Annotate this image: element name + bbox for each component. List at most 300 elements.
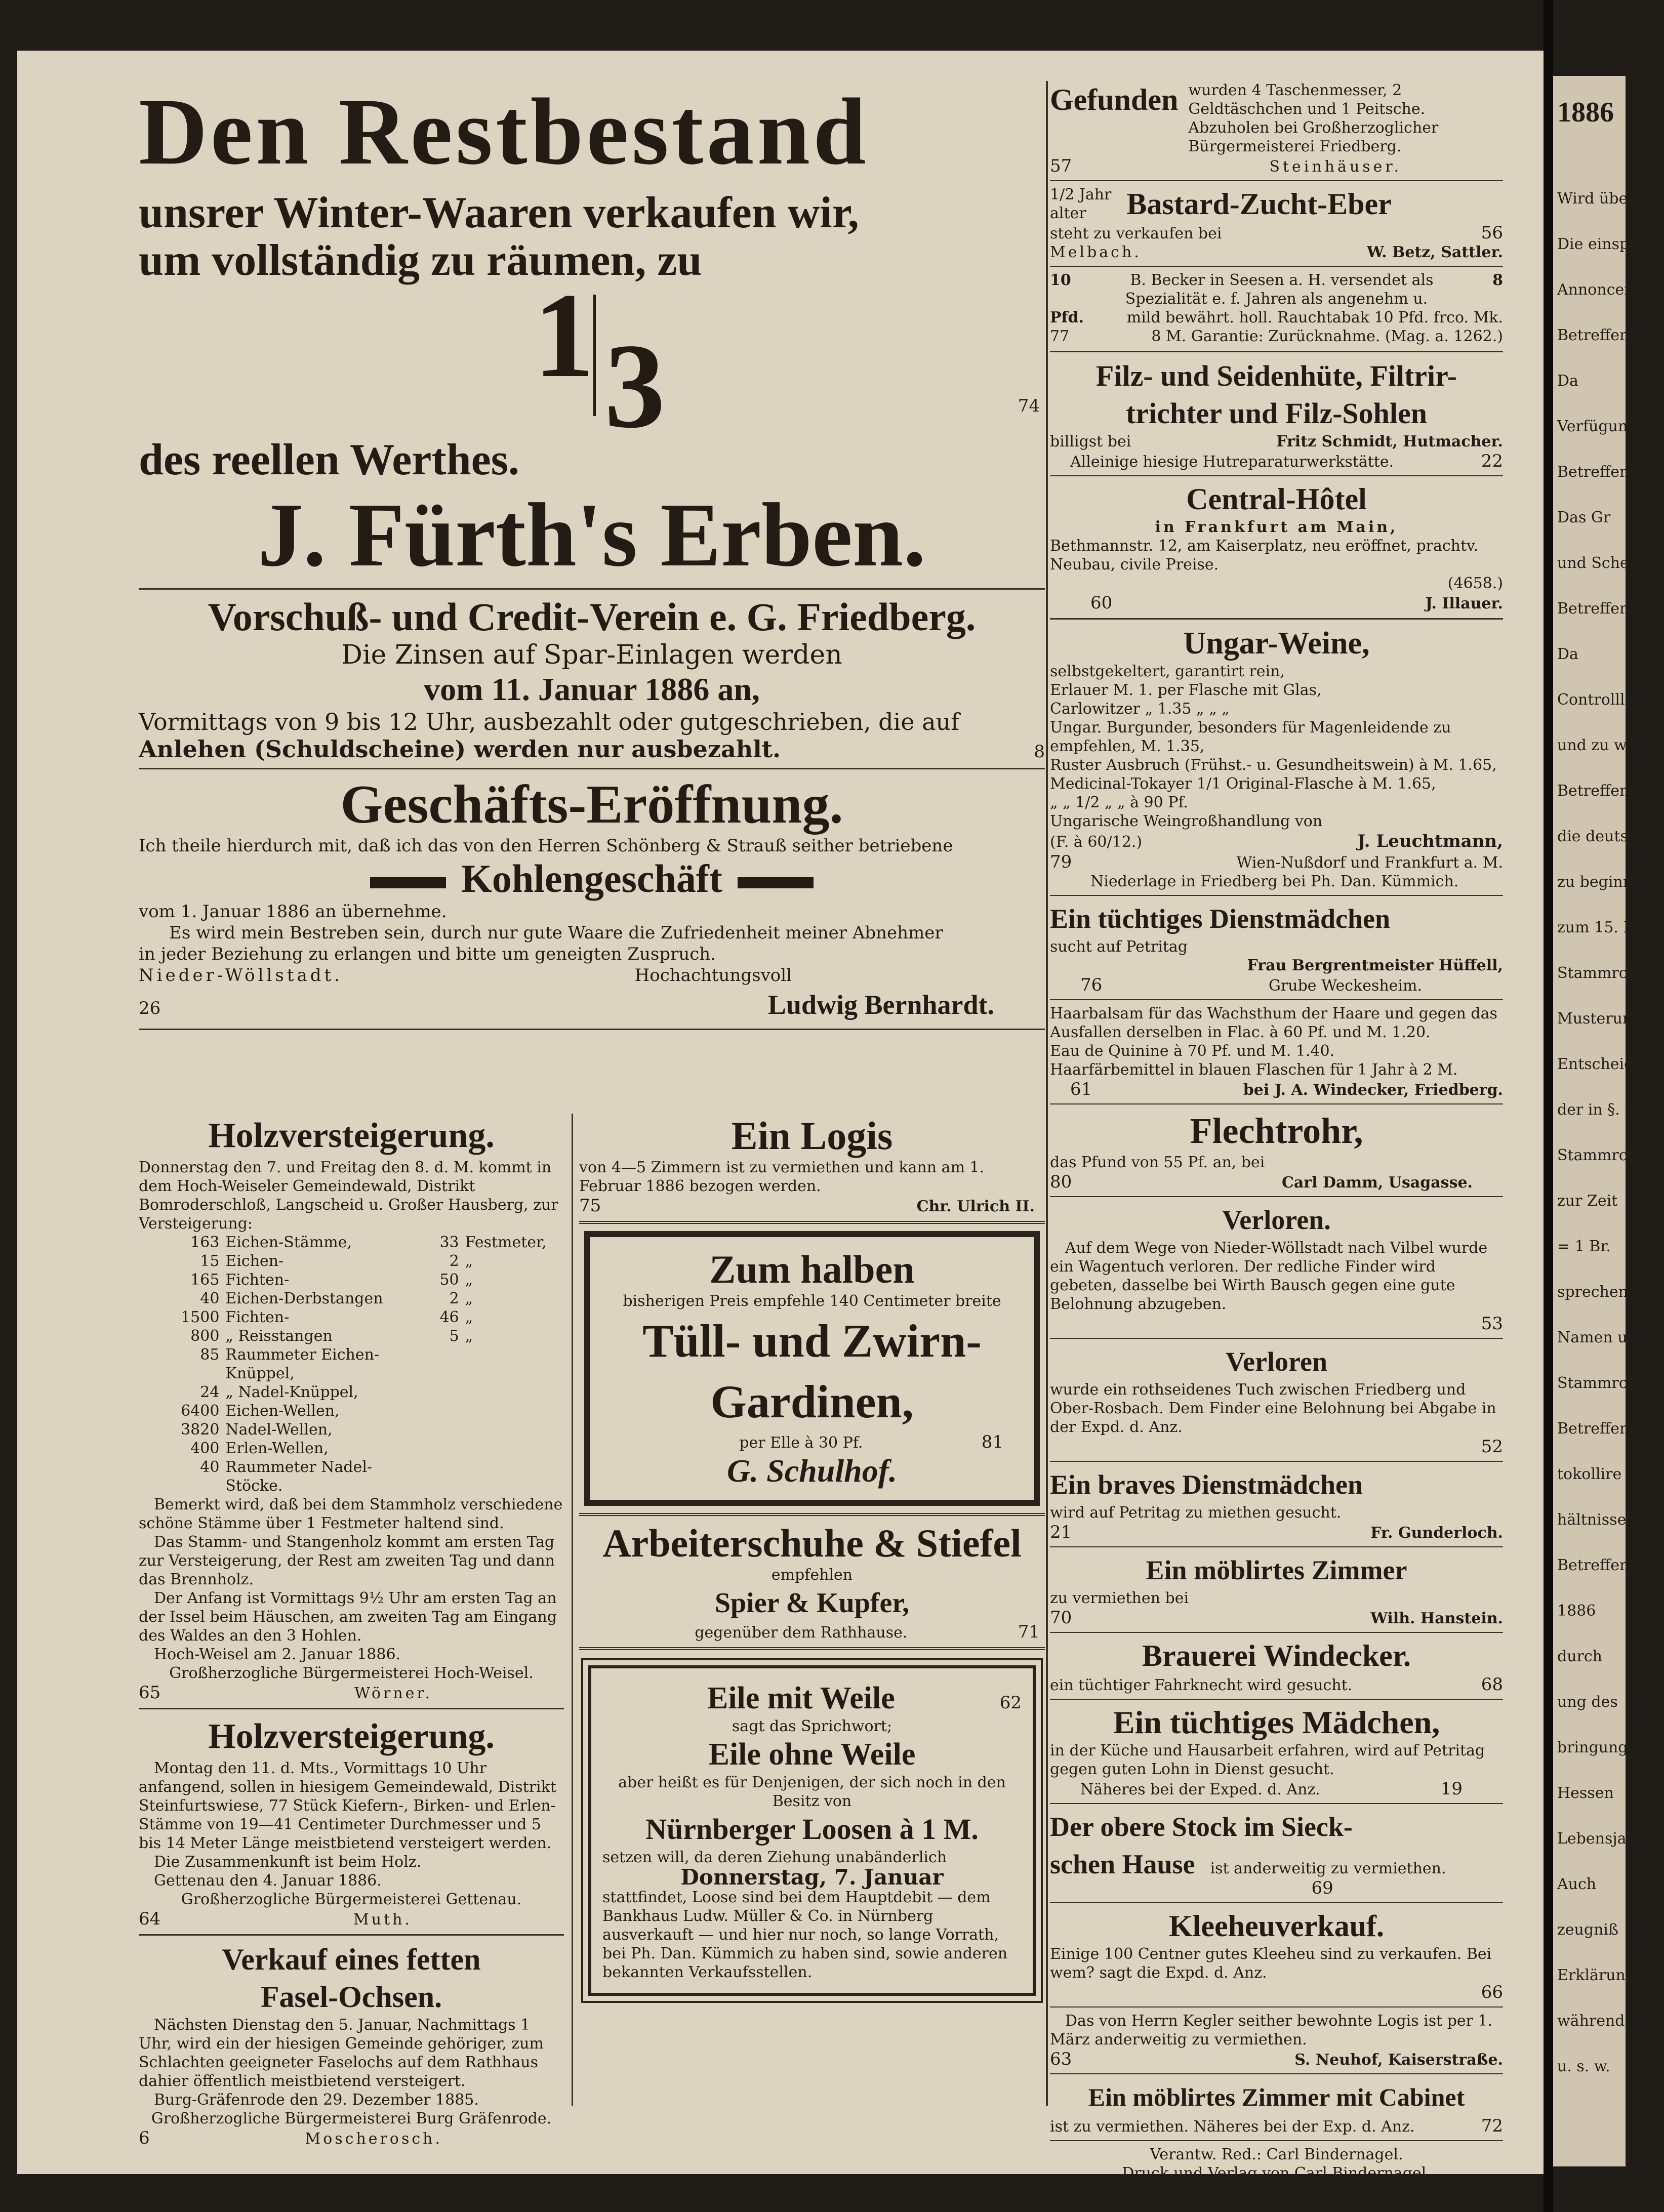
ad-schmidt xyxy=(1050,357,1503,471)
wine-line: Carlowitzer „ 1.35 „ „ „ xyxy=(1050,700,1230,718)
ad-title: Filz- und Seidenhüte, Filtrir- xyxy=(1095,359,1457,392)
ad-title: Central-Hôtel xyxy=(1186,482,1367,516)
ad-signer: Wilh. Hanstein. xyxy=(1370,1610,1503,1627)
wine-line: Medicinal-Tokayer 1/1 Original-Flasche à M. 1.65, xyxy=(1050,775,1436,793)
ad-number: 61 xyxy=(1070,1079,1092,1099)
ad-text: Auf dem Wege von Nieder-Wöllstadt nach Vilbel wurde ein Wagentuch verloren. Der redliche Finder wird gebeten, dasselbe bei Wirth Bausch gegen eine gute Belohnung abzugeben. xyxy=(1050,1239,1488,1313)
newspaper-page xyxy=(17,51,1544,2182)
ad-number: 70 xyxy=(1050,1608,1072,1628)
strip-line: Betreffend xyxy=(1557,326,1639,344)
ad-signer: S. Neuhof, Kaiserstraße. xyxy=(1294,2051,1503,2069)
ad-number: 69 xyxy=(1311,1878,1333,1898)
divider xyxy=(1050,2006,1503,2008)
ad-cabinet xyxy=(1050,2078,1503,2136)
ad-signer: Steinhäuser. xyxy=(1269,158,1402,176)
ad-line: stattfindet, Loose sind bei dem Hauptdebit — dem Bankhaus Ludw. Müller & Co. in Nürnberg ausverkauft — und hier nur noch, so lange Vorrath, bei Ph. Dan. Kümmich zu haben sind, sowie anderen bekannten Verkaufsstellen. xyxy=(602,1889,1008,1981)
ad-line: 8 M. Garantie: Zurücknahme. (Mag. a. 1262.) xyxy=(1151,327,1503,345)
wine-line: Ruster Ausbruch (Frühst.- u. Gesundheitswein) à M. 1.65, xyxy=(1050,756,1497,774)
strip-line: Auch xyxy=(1557,1875,1597,1893)
ad-number: 76 xyxy=(1080,975,1103,995)
ad-line: Ich theile hierdurch mit, daß ich das von den Herren Schönberg & Strauß seither betriebene xyxy=(139,836,953,856)
ad-number: 53 xyxy=(1481,1314,1503,1334)
ad-line: Tüll- und Zwirn- xyxy=(642,1315,982,1367)
subtitle-text: Kohlengeschäft xyxy=(461,856,722,900)
ad-line: empfehlen xyxy=(771,1566,853,1584)
strip-line: zum 15. F xyxy=(1557,919,1634,936)
row-item: Eichen-Derbstangen xyxy=(225,1290,383,1307)
strip-line: zur Zeit xyxy=(1557,1192,1618,1210)
ad-eber xyxy=(1050,185,1503,262)
row-volume: 2 xyxy=(449,1290,459,1307)
ad-cell: Pfd. xyxy=(1050,309,1084,326)
ad-signer: Carl Damm, Usagasse. xyxy=(1281,1174,1473,1192)
strip-line: Annoncen xyxy=(1557,281,1634,299)
row-quantity: 40 xyxy=(200,1290,220,1307)
ad-title: Nürnberger Loosen à 1 M. xyxy=(645,1813,979,1846)
ad-title: Fasel-Ochsen. xyxy=(260,1980,442,2014)
ad-line: Alleinige hiesige Hutreparaturwerkstätte. xyxy=(1070,453,1394,471)
row-unit xyxy=(459,1345,564,1383)
row-unit xyxy=(459,1402,564,1420)
ad-line: in Frankfurt am Main, xyxy=(1155,518,1398,536)
wine-line: Erlauer M. 1. per Flasche mit Glas, xyxy=(1050,681,1322,699)
strip-line: während xyxy=(1557,2012,1625,2030)
row-quantity: 15 xyxy=(200,1252,220,1270)
table-row xyxy=(159,1420,564,1439)
divider xyxy=(1050,1338,1503,1339)
divider xyxy=(1050,1803,1503,1804)
ad-eile xyxy=(588,1665,1036,1996)
ad-firm: J. Fürth's Erben. xyxy=(257,484,926,585)
ad-number: 72 xyxy=(1481,2116,1503,2136)
ad-place: Melbach. xyxy=(1050,243,1142,261)
ad-title: Vorschuß- und Credit-Verein e. G. Friedberg. xyxy=(208,595,976,639)
strip-line: Namen un xyxy=(1557,1329,1637,1346)
divider xyxy=(1050,895,1503,896)
middle-subcolumn xyxy=(579,1114,1045,2126)
row-quantity: 400 xyxy=(190,1440,220,1457)
row-unit: Festmeter, xyxy=(465,1234,547,1251)
ad-title: Eile ohne Weile xyxy=(708,1737,916,1772)
strip-line: sprechende xyxy=(1557,1283,1647,1301)
ad-number: 6 xyxy=(139,2128,150,2148)
strip-line: die deutsch xyxy=(1557,828,1646,845)
row-item: Raummeter Eichen-Knüppel, xyxy=(225,1346,380,1382)
row-quantity: 40 xyxy=(200,1458,220,1476)
ad-number: 8 xyxy=(1034,742,1045,762)
ad-pre xyxy=(1050,185,1111,223)
strip-line: 1886 xyxy=(1557,97,1614,128)
imprint-publisher: Druck und Verlag von Carl Bindernagel. xyxy=(1122,2164,1431,2182)
ad-number: 21 xyxy=(1050,1522,1072,1542)
left-subcolumn xyxy=(139,1114,564,2148)
table-row xyxy=(159,1458,564,1495)
ad-line: Donnerstag, 7. Januar xyxy=(680,1865,944,1890)
row-item: Fichten- xyxy=(225,1308,290,1326)
ad-number: 71 xyxy=(1018,1622,1040,1642)
ad-line: Gardinen, xyxy=(710,1376,914,1427)
row-unit xyxy=(459,1383,564,1402)
ad-line: sucht auf Petritag xyxy=(1050,938,1188,956)
ad-title: trichter und Filz-Sohlen xyxy=(1125,397,1428,430)
strip-line: zu beginne xyxy=(1557,873,1642,891)
ad-schuhe xyxy=(579,1521,1045,1642)
ad-gefunden xyxy=(1050,81,1503,176)
ad-line: Vormittags von 9 bis 12 Uhr, ausbezahlt oder gutgeschrieben, die auf xyxy=(139,708,960,735)
ad-title: Ein tüchtiges Mädchen, xyxy=(1113,1704,1440,1740)
ad-note: Bemerkt wird, daß bei dem Stammholz verschiedene schöne Stämme über 1 Festmeter haltend sind. xyxy=(139,1496,563,1532)
ad-title: Gefunden xyxy=(1050,83,1179,116)
ad-signer: Frau Bergrentmeister Hüffell, xyxy=(1247,957,1503,974)
ad-number: 26 xyxy=(139,998,161,1018)
ad-number: 77 xyxy=(1050,327,1070,345)
row-item: Eichen-Stämme, xyxy=(225,1234,352,1251)
ad-line: vom 1. Januar 1886 an übernehme. xyxy=(139,902,447,922)
ad-zimmer xyxy=(1050,1551,1503,1628)
ad-date: Hoch-Weisel am 2. Januar 1886. xyxy=(154,1646,401,1663)
divider xyxy=(139,588,1045,590)
row-item: Raummeter Nadel-Stöcke. xyxy=(225,1458,373,1495)
ad-line: Es wird mein Bestreben sein, durch nur gute Waare die Zufriedenheit meiner Abnehmer xyxy=(169,923,943,943)
ad-signer: Muth. xyxy=(353,1911,412,1929)
ad-number: 56 xyxy=(1481,223,1503,243)
ad-text: von 4—5 Zimmern ist zu vermiethen und kann am 1. Februar 1886 bezogen werden. xyxy=(579,1159,985,1195)
ad-line: billigst bei xyxy=(1050,433,1131,450)
rule-right xyxy=(738,877,814,888)
ad-line: Spier & Kupfer, xyxy=(714,1587,910,1619)
ad-number: 68 xyxy=(1481,1674,1503,1695)
table-row xyxy=(159,1271,564,1289)
row-quantity: 24 xyxy=(200,1383,220,1401)
row-unit: „ xyxy=(465,1290,473,1307)
ad-line: Haarfärbemittel in blauen Flaschen für 1 Jahr à 2 M. xyxy=(1050,1061,1458,1079)
wine-line: Ungarische Weingroßhandlung von xyxy=(1050,812,1323,830)
table-row xyxy=(159,1252,564,1271)
ad-title: Ein Logis xyxy=(731,1114,893,1158)
divider xyxy=(1050,266,1503,267)
ad-cell: 10 xyxy=(1050,271,1071,289)
ad-line: wird auf Petritag zu miethen gesucht. xyxy=(1050,1504,1342,1522)
ad-kleeheu xyxy=(1050,1907,1503,2002)
ad-title: Den Restbestand xyxy=(139,78,869,184)
strip-line: und zu we xyxy=(1557,736,1636,754)
strip-line: ung des xyxy=(1557,1693,1618,1711)
ad-title: Der obere Stock im Sieck- xyxy=(1050,1812,1353,1842)
ad-ochsen xyxy=(139,1941,564,2148)
strip-line: Da xyxy=(1557,372,1578,390)
ad-line: setzen will, da deren Ziehung unabänderlich xyxy=(602,1849,947,1866)
strip-line: Da xyxy=(1557,645,1578,663)
ad-note: Der Anfang ist Vormittags 9½ Uhr am ersten Tag an der Issel beim Häuschen, am zweiten Tag am Eingang des Waldes an den 3 Hohlen. xyxy=(139,1589,557,1645)
strip-line: Musterung xyxy=(1557,1010,1642,1028)
strip-line: Betreffend xyxy=(1557,600,1639,618)
divider xyxy=(1050,1699,1503,1700)
ad-line: Näheres bei der Exped. d. Anz. xyxy=(1080,1781,1320,1798)
ad-date: Gettenau den 4. Januar 1886. xyxy=(154,1872,382,1890)
ad-holz2 xyxy=(139,1714,564,1929)
ad-dienst1 xyxy=(1050,900,1503,995)
ad-authority: Großherzogliche Bürgermeisterei Gettenau. xyxy=(181,1891,522,1908)
ad-signer: Chr. Ulrich II. xyxy=(916,1198,1035,1215)
ad-text: wurde ein rothseidenes Tuch zwischen Friedberg und Ober-Rosbach. Dem Finder eine Belohnung bei Abgabe in der Expd. d. Anz. xyxy=(1050,1381,1496,1436)
strip-line: Entscheidun xyxy=(1557,1055,1653,1073)
ad-line: das Pfund von 55 Pf. an, bei xyxy=(1050,1154,1265,1171)
row-unit xyxy=(459,1420,564,1439)
ad-title: Holzversteigerung. xyxy=(208,1116,495,1155)
ad-title: Flechtrohr, xyxy=(1190,1111,1363,1151)
ad-intro: Donnerstag den 7. und Freitag den 8. d. M. kommt in dem Hoch-Weiseler Gemeindewald, Distrikt Bomroderschloß, Langscheid u. Großer Hausberg, zur Versteigerung: xyxy=(139,1159,558,1233)
ad-logis xyxy=(579,1114,1045,1216)
ad-signer: J. Illauer. xyxy=(1425,595,1503,612)
strip-line: der in §. 2 xyxy=(1557,1101,1635,1119)
ad-geschaeft xyxy=(139,774,1045,1023)
ad-note: Das Stamm- und Stangenholz kommt am ersten Tag zur Versteigerung, der Rest am zweiten Tag und dann das Brennholz. xyxy=(139,1533,555,1588)
wood-table xyxy=(159,1233,564,1495)
divider xyxy=(1050,351,1503,352)
row-unit: „ xyxy=(465,1308,473,1326)
row-unit: „ xyxy=(465,1252,473,1270)
table-row xyxy=(159,1308,564,1327)
ad-number: 63 xyxy=(1050,2049,1072,2069)
ad-title: Kleeheuverkauf. xyxy=(1169,1909,1384,1943)
strip-line: Das Gr xyxy=(1557,509,1611,526)
divider xyxy=(1050,618,1503,620)
strip-line: Hessen xyxy=(1557,1784,1614,1802)
divider xyxy=(1050,1902,1503,1903)
ad-line: Das von Herrn Kegler seither bewohnte Logis ist per 1. März anderweitig zu vermiethen. xyxy=(1050,2012,1493,2049)
ad-number: 81 xyxy=(981,1432,1003,1452)
row-unit xyxy=(459,1458,564,1495)
strip-line: Betreffend xyxy=(1557,1420,1639,1438)
divider xyxy=(579,1513,1045,1516)
ad-title: schen Hause xyxy=(1050,1849,1195,1879)
strip-line: Erklärung xyxy=(1557,1967,1636,1984)
ad-title: Zum halben xyxy=(709,1247,915,1291)
ad-title: Ein möblirtes Zimmer mit Cabinet xyxy=(1088,2083,1465,2111)
ad-line: Anlehen (Schuldscheine) werden nur ausbezahlt. xyxy=(139,735,781,763)
row-volume: 46 xyxy=(439,1308,459,1326)
fraction-bar xyxy=(593,295,596,416)
ad-haar xyxy=(1050,1004,1503,1099)
ad-line: ein tüchtiger Fahrknecht wird gesucht. xyxy=(1050,1676,1353,1694)
row-item: Erlen-Wellen, xyxy=(225,1440,329,1457)
row-quantity: 163 xyxy=(190,1234,220,1251)
ad-number: 19 xyxy=(1440,1779,1463,1799)
ad-title: Verloren xyxy=(1226,1346,1327,1377)
ad-line: in der Küche und Hausarbeit erfahren, wird auf Petritag gegen guten Lohn in Dienst gesucht. xyxy=(1050,1742,1485,1778)
right-column xyxy=(1050,81,1503,2182)
strip-line: Die einspaltig xyxy=(1557,235,1664,253)
ad-number: 64 xyxy=(139,1909,161,1929)
ad-line: steht zu verkaufen bei xyxy=(1050,225,1222,242)
ad-logis2 xyxy=(1050,2012,1503,2069)
fraction-denominator: 3 xyxy=(604,318,665,453)
ad-ungar xyxy=(1050,625,1503,891)
ad-brauerei xyxy=(1050,1637,1503,1695)
ad-title: Eile mit Weile xyxy=(707,1681,895,1715)
ad-line: in jeder Beziehung zu erlangen und bitte um geneigten Zuspruch. xyxy=(139,944,716,964)
ad-line: mild bewährt. holl. Rauchtabak 10 Pfd. frco. Mk. xyxy=(1126,309,1503,326)
ad-line: des reellen Werthes. xyxy=(139,435,519,484)
ad-title: Verloren. xyxy=(1222,1205,1331,1235)
ad-title: Ein tüchtiges Dienstmädchen xyxy=(1050,904,1391,934)
ad-title: Verkauf eines fetten xyxy=(222,1943,481,1976)
table-row xyxy=(159,1439,564,1458)
ad-number: 22 xyxy=(1481,451,1503,471)
ad-line: vom 11. Januar 1886 an, xyxy=(424,671,760,707)
row-item: „ Nadel-Knüppel, xyxy=(225,1383,358,1401)
ad-place: Nieder-Wöllstadt. xyxy=(139,965,343,986)
table-row xyxy=(159,1345,564,1383)
ad-hotel xyxy=(1050,480,1503,613)
ad-line: aber heißt es für Denjenigen, der sich noch in den Besitz von xyxy=(618,1774,1006,1810)
row-volume xyxy=(414,1383,459,1402)
ad-line: bisherigen Preis empfehle 140 Centimeter breite xyxy=(623,1292,1001,1310)
table-row xyxy=(159,1233,564,1252)
imprint-editor: Verantw. Red.: Carl Bindernagel. xyxy=(1150,2146,1403,2163)
row-item: Eichen-Wellen, xyxy=(225,1402,340,1420)
row-volume: 5 xyxy=(449,1327,459,1345)
row-volume: 2 xyxy=(449,1252,459,1270)
ad-closing: Hochachtungsvoll xyxy=(634,965,792,986)
ad-flecht xyxy=(1050,1109,1503,1192)
ad-pre-line: 1/2 Jahr xyxy=(1050,186,1112,203)
ad-line: Die Zinsen auf Spar-Einlagen werden xyxy=(341,640,842,670)
ad-line: ist anderweitig zu vermiethen. xyxy=(1210,1860,1446,1877)
ad-line: unsrer Winter-Waaren verkaufen wir, xyxy=(139,188,859,237)
ad-number: 79 xyxy=(1050,852,1072,872)
ad-date: Burg-Gräfenrode den 29. Dezember 1885. xyxy=(154,2091,479,2109)
ad-title: Ein möblirtes Zimmer xyxy=(1146,1555,1407,1585)
strip-line: Betreffend xyxy=(1557,463,1639,481)
table-row xyxy=(159,1289,564,1308)
ad-number: 80 xyxy=(1050,1172,1072,1192)
ad-text: Montag den 11. d. Mts., Vormittags 10 Uhr anfangend, sollen in hiesigem Gemeindewald, Distrikt Steinfurtswiese, 77 Stück Kiefern-, Birken- und Erlen-Stämme von 19—41 Centimeter Durchmesser und 5 bis 14 Meter Länge meistbietend versteigert werden. xyxy=(139,1759,556,1852)
ad-number: 66 xyxy=(1481,1982,1503,2002)
ad-number: 57 xyxy=(1050,156,1072,176)
ad-vorschuss xyxy=(139,595,1045,763)
fraction-numerator: 1 xyxy=(534,268,594,402)
adjacent-page-edge xyxy=(1553,76,1664,2166)
ad-title: Arbeiterschuhe & Stiefel xyxy=(602,1521,1022,1565)
ad-line: ist zu vermiethen. Näheres bei der Exp. d. Anz. xyxy=(1050,2118,1415,2136)
row-quantity: 3820 xyxy=(181,1421,220,1439)
strip-line: durch xyxy=(1557,1648,1602,1665)
ad-title: Ein braves Dienstmädchen xyxy=(1050,1469,1363,1500)
divider xyxy=(579,1647,1045,1650)
divider xyxy=(1050,2073,1503,2074)
rule-left xyxy=(370,877,446,888)
ad-number: 62 xyxy=(999,1693,1022,1713)
strip-line: Betreffend xyxy=(1557,1556,1639,1574)
divider xyxy=(1050,999,1503,1000)
ad-line: zu vermiethen bei xyxy=(1050,1589,1189,1607)
row-item: Eichen- xyxy=(225,1252,284,1270)
ad-dienst2 xyxy=(1050,1466,1503,1542)
row-volume: 50 xyxy=(439,1271,459,1289)
ad-maedchen xyxy=(1050,1704,1503,1799)
ad-halben xyxy=(584,1231,1040,1506)
wine-line: Ungar. Burgunder, besonders für Magenleidende zu empfehlen, M. 1.35, xyxy=(1050,719,1451,755)
ad-signer: bei J. A. Windecker, Friedberg. xyxy=(1243,1081,1503,1099)
row-quantity: 6400 xyxy=(181,1402,220,1420)
row-volume xyxy=(414,1420,459,1439)
ad-line: Wien-Nußdorf und Frankfurt a. M. xyxy=(1236,854,1503,872)
table-row xyxy=(159,1327,564,1345)
ad-signer: W. Betz, Sattler. xyxy=(1367,243,1503,261)
divider xyxy=(1050,1632,1503,1633)
ad-text: wurden 4 Taschenmesser, 2 Geldtäschchen und 1 Peitsche. Abzuholen bei Großherzoglicher Bürgermeisterei Friedberg. xyxy=(1188,81,1439,155)
row-quantity: 800 xyxy=(190,1327,220,1345)
strip-line: und Schei xyxy=(1557,554,1634,572)
ad-title: Geschäfts-Eröffnung. xyxy=(340,774,843,835)
row-item: „ Reisstangen xyxy=(225,1327,333,1345)
row-item: Fichten- xyxy=(225,1271,290,1289)
subcolumn-divider xyxy=(572,1114,573,2106)
ad-number: 65 xyxy=(139,1683,161,1703)
strip-line: Stammroll xyxy=(1557,1374,1638,1392)
strip-line: hältnissen xyxy=(1557,1511,1636,1529)
strip-line: Betreffend xyxy=(1557,782,1639,800)
imprint xyxy=(1050,2145,1503,2183)
ad-number: 60 xyxy=(1090,593,1113,613)
ad-place: Grube Weckesheim. xyxy=(1268,977,1422,995)
ad-text: Nächsten Dienstag den 5. Januar, Nachmittags 1 Uhr, wird ein der hiesigen Gemeinde gehöriger, zum Schlachten geeigneter Faselochs auf dem Rathhaus dahier öffentlich meistbietend versteigert. xyxy=(139,2016,544,2090)
fraction xyxy=(139,268,1045,453)
row-item: Nadel-Wellen, xyxy=(225,1421,333,1439)
ad-meet: Die Zusammenkunft ist beim Holz. xyxy=(154,1853,422,1871)
ad-line: Haarbalsam für das Wachsthum der Haare und gegen das Ausfallen derselben in Flac. à 60 Pf. und M. 1.20. xyxy=(1050,1005,1497,1041)
ad-verloren2 xyxy=(1050,1343,1503,1457)
ad-stock xyxy=(1050,1808,1503,1898)
ad-subtitle xyxy=(139,856,1045,901)
ad-signer: Fritz Schmidt, Hutmacher. xyxy=(1276,433,1503,450)
strip-line: bringung xyxy=(1557,1739,1628,1756)
row-volume xyxy=(414,1439,459,1458)
ad-line: sagt das Sprichwort; xyxy=(732,1717,892,1735)
ad-code: (F. à 60/12.) xyxy=(1050,833,1143,851)
column-divider xyxy=(1046,81,1048,2106)
ad-line: Bethmannstr. 12, am Kaiserplatz, neu eröffnet, prachtv. Neubau, civile Preise. xyxy=(1050,537,1478,574)
wine-line: „ „ 1/2 „ „ à 90 Pf. xyxy=(1050,794,1189,811)
ad-number: 52 xyxy=(1481,1437,1503,1457)
divider xyxy=(139,1708,564,1709)
strip-line: = 1 Br. xyxy=(1557,1238,1611,1255)
ad-number: 74 xyxy=(1018,396,1040,416)
ad-holz1 xyxy=(139,1114,564,1703)
divider xyxy=(139,768,1045,769)
ad-signer: Wörner. xyxy=(354,1685,432,1702)
ad-number: 75 xyxy=(579,1196,601,1216)
ad-verloren1 xyxy=(1050,1201,1503,1334)
divider xyxy=(1050,1103,1503,1104)
ad-line: Eau de Quinine à 70 Pf. und M. 1.40. xyxy=(1050,1042,1335,1060)
ad-title: Bastard-Zucht-Eber xyxy=(1126,187,1392,221)
row-unit: „ xyxy=(465,1327,473,1345)
divider xyxy=(1050,1196,1503,1197)
main-column-top xyxy=(139,78,1045,1093)
ad-authority: Großherzogliche Bürgermeisterei Burg Gräfenrode. xyxy=(151,2110,552,2127)
divider xyxy=(1050,180,1503,181)
wine-list xyxy=(1050,662,1503,831)
strip-line: Verfügung xyxy=(1557,418,1638,435)
strip-line: u. s. w. xyxy=(1557,2058,1610,2075)
ad-line: gegenüber dem Rathhause. xyxy=(695,1624,908,1642)
strip-line: Controllliste xyxy=(1557,691,1653,709)
ad-line: Einige 100 Centner gutes Kleeheu sind zu verkaufen. Bei wem? sagt die Expd. d. Anz. xyxy=(1050,1945,1492,1982)
table-row xyxy=(159,1402,564,1420)
divider xyxy=(1050,1461,1503,1462)
